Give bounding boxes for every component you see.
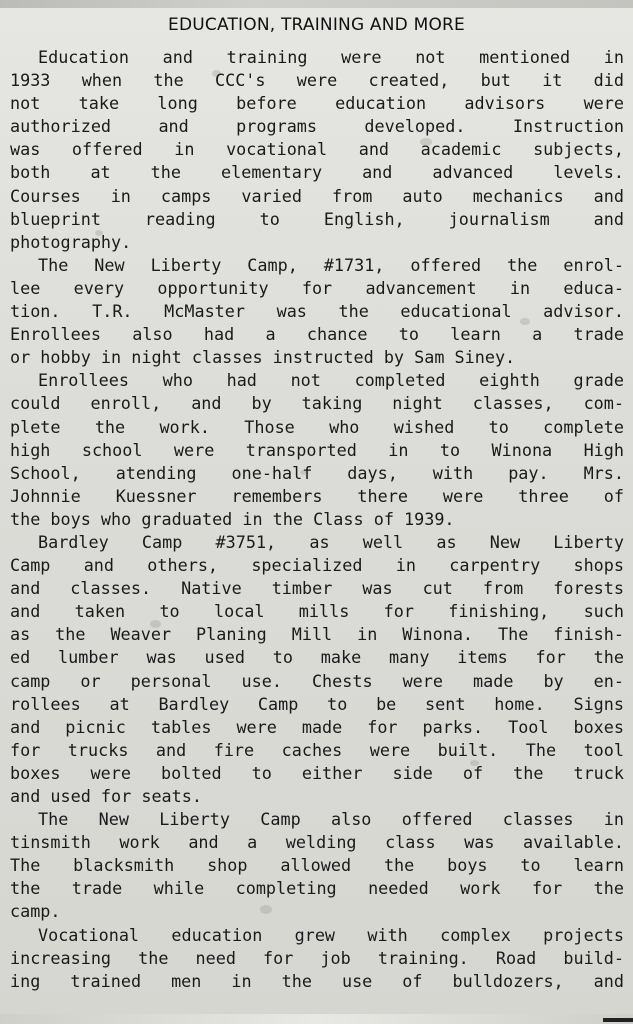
- article-line: The blacksmith shop allowed the boys to learn: [10, 855, 624, 876]
- article-line: Enrollees also had a chance to learn a trade: [10, 324, 624, 345]
- column-rule: [603, 1018, 633, 1022]
- article-line: plete the work. Those who wished to complete: [10, 416, 624, 437]
- article-line: and classes. Native timber was cut from forests: [10, 578, 624, 599]
- article-line: ing trained men in the use of bulldozers, and: [10, 970, 624, 991]
- article-line: tinsmith work and a welding class was available.: [10, 832, 624, 853]
- article-line: high school were transported in to Winona High: [10, 439, 624, 460]
- article-line: The New Liberty Camp, #1731, offered the enrol-: [38, 254, 624, 275]
- article-line: Camp and others, specialized in carpentry shops: [10, 555, 624, 576]
- article-line: blueprint reading to English, journalism and: [10, 208, 624, 229]
- article-line: and picnic tables were made for parks. Tool boxes: [10, 716, 624, 737]
- article-line: School, atending one-half days, with pay. Mrs.: [10, 462, 624, 483]
- article-line: Enrollees who had not completed eighth grade: [38, 370, 624, 391]
- article-line: Johnnie Kuessner remembers there were three of: [10, 485, 624, 506]
- article-line: 1933 when the CCC's were created, but it did: [10, 70, 624, 91]
- article-line: camp or personal use. Chests were made by en-: [10, 670, 624, 691]
- article-line: the trade while completing needed work for the: [10, 878, 624, 899]
- article-line: tion. T.R. McMaster was the educational advisor.: [10, 301, 624, 322]
- article-line: The New Liberty Camp also offered classes in: [38, 809, 624, 830]
- article-line: camp.: [10, 901, 61, 922]
- article-line: lee every opportunity for advancement in educa-: [10, 277, 624, 298]
- article-line: was offered in vocational and academic subjects,: [10, 139, 624, 160]
- article-title: EDUCATION, TRAINING AND MORE: [168, 15, 465, 35]
- article-line: not take long before education advisors were: [10, 93, 624, 114]
- article-line: could enroll, and by taking night classes, com-: [10, 393, 624, 414]
- article-line: Courses in camps varied from auto mechanics and: [10, 185, 624, 206]
- article-line: Bardley Camp #3751, as well as New Liberty: [38, 531, 624, 552]
- article-body: [10, 46, 624, 993]
- clipping-bottom-edge: [0, 1014, 633, 1024]
- article-line: both at the elementary and advanced levels.: [10, 162, 624, 183]
- article-line: authorized and programs developed. Instruction: [10, 116, 624, 137]
- article-line: boxes were bolted to either side of the truck: [10, 762, 624, 783]
- article-line: the boys who graduated in the Class of 1939.: [10, 508, 455, 529]
- article-line: increasing the need for job training. Road build-: [10, 947, 624, 968]
- article-line: ed lumber was used to make many items for the: [10, 647, 624, 668]
- article-line: or hobby in night classes instructed by Sam Siney.: [10, 347, 516, 368]
- article-line: as the Weaver Planing Mill in Winona. The finish-: [10, 624, 624, 645]
- article-line: photography.: [10, 231, 132, 252]
- article-line: Education and training were not mentioned in: [38, 47, 624, 67]
- article-line: Vocational education grew with complex projects: [38, 924, 624, 945]
- article-line: and used for seats.: [10, 786, 202, 806]
- article-line: for trucks and fire caches were built. The tool: [10, 739, 624, 760]
- article-line: and taken to local mills for finishing, such: [10, 601, 624, 622]
- clipping-top-edge: [0, 0, 633, 8]
- article-line: rollees at Bardley Camp to be sent home. Signs: [10, 693, 624, 714]
